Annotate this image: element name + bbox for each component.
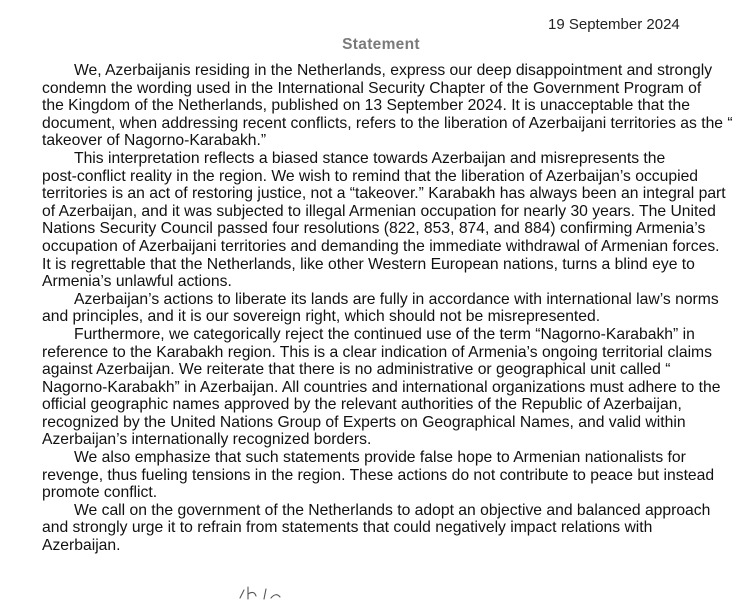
text-line: condemn the wording used in the International Security Chapter of the Government Program of <box>42 79 702 97</box>
text-line: revenge, thus fueling tensions in the region. These actions do not contribute to peace but instead <box>42 466 715 484</box>
text-line: and strongly urge it to refrain from statements that could negatively impact relations with <box>42 519 653 537</box>
text-line: against Azerbaijan. We reiterate that there is no administrative or geographical unit called “ <box>42 361 671 379</box>
text-line: We call on the government of the Netherlands to adopt an objective and balanced approach <box>74 501 711 519</box>
text-line: post-conflict reality in the region. We wish to remind that the liberation of Azerbaijan’s occupied <box>42 167 699 185</box>
statement-body <box>42 62 742 555</box>
text-line: This interpretation reflects a biased stance towards Azerbaijan and misrepresents the <box>74 149 666 167</box>
text-line: promote conflict. <box>42 484 158 502</box>
text-line: We, Azerbaijanis residing in the Netherlands, express our deep disappointment and strongly <box>74 62 713 79</box>
text-line: territories is an act of restoring justice, not a “takeover.” Karabakh has always been an integral part <box>42 185 726 203</box>
text-line: Nations Security Council passed four resolutions (822, 853, 874, and 884) confirming Armenia’s <box>42 220 706 238</box>
text-line: official geographic names approved by the relevant authorities of the Republic of Azerbaijan, <box>42 396 682 414</box>
text-line: reference to the Karabakh region. This is a clear indication of Armenia’s ongoing territorial claims <box>42 343 712 361</box>
paragraph-1 <box>42 62 742 150</box>
signature-mark <box>238 584 298 600</box>
text-line: Azerbaijan. <box>42 537 121 555</box>
text-line: occupation of Azerbaijani territories and demanding the immediate withdrawal of Armenian forces. <box>42 237 720 255</box>
text-line: We also emphasize that such statements provide false hope to Armenian nationalists for <box>74 449 686 467</box>
document-title: Statement <box>342 36 420 53</box>
text-line: document, when addressing recent conflicts, refers to the liberation of Azerbaijani territories as the “ <box>42 114 733 132</box>
document-date: 19 September 2024 <box>548 16 680 33</box>
paragraph-2 <box>42 150 742 291</box>
paragraph-3 <box>42 291 742 326</box>
text-line: Nagorno-Karabakh” in Azerbaijan. All countries and international organizations must adhere to the <box>42 378 721 396</box>
text-line: recognized by the United Nations Group of Experts on Geographical Names, and valid within <box>42 413 686 431</box>
text-line: Azerbaijan’s actions to liberate its lands are fully in accordance with international law’s norms <box>74 290 719 308</box>
paragraph-4 <box>42 326 742 449</box>
text-line: the Kingdom of the Netherlands, published on 13 September 2024. It is unacceptable that the <box>42 97 690 115</box>
paragraph-5 <box>42 449 742 502</box>
text-line: It is regrettable that the Netherlands, like other Western European nations, turns a blind eye to <box>42 255 695 273</box>
text-line: Armenia’s unlawful actions. <box>42 273 232 291</box>
text-line: Furthermore, we categorically reject the continued use of the term “Nagorno-Karabakh” in <box>74 325 695 343</box>
text-line: Azerbaijan’s internationally recognized borders. <box>42 431 372 449</box>
text-line: takeover of Nagorno-Karabakh.” <box>42 132 267 150</box>
text-line: of Azerbaijan, and it was subjected to illegal Armenian occupation for nearly 30 years. The United <box>42 202 716 220</box>
paragraph-6 <box>42 502 742 555</box>
text-line: and principles, and it is our sovereign right, which should not be misrepresented. <box>42 308 601 326</box>
